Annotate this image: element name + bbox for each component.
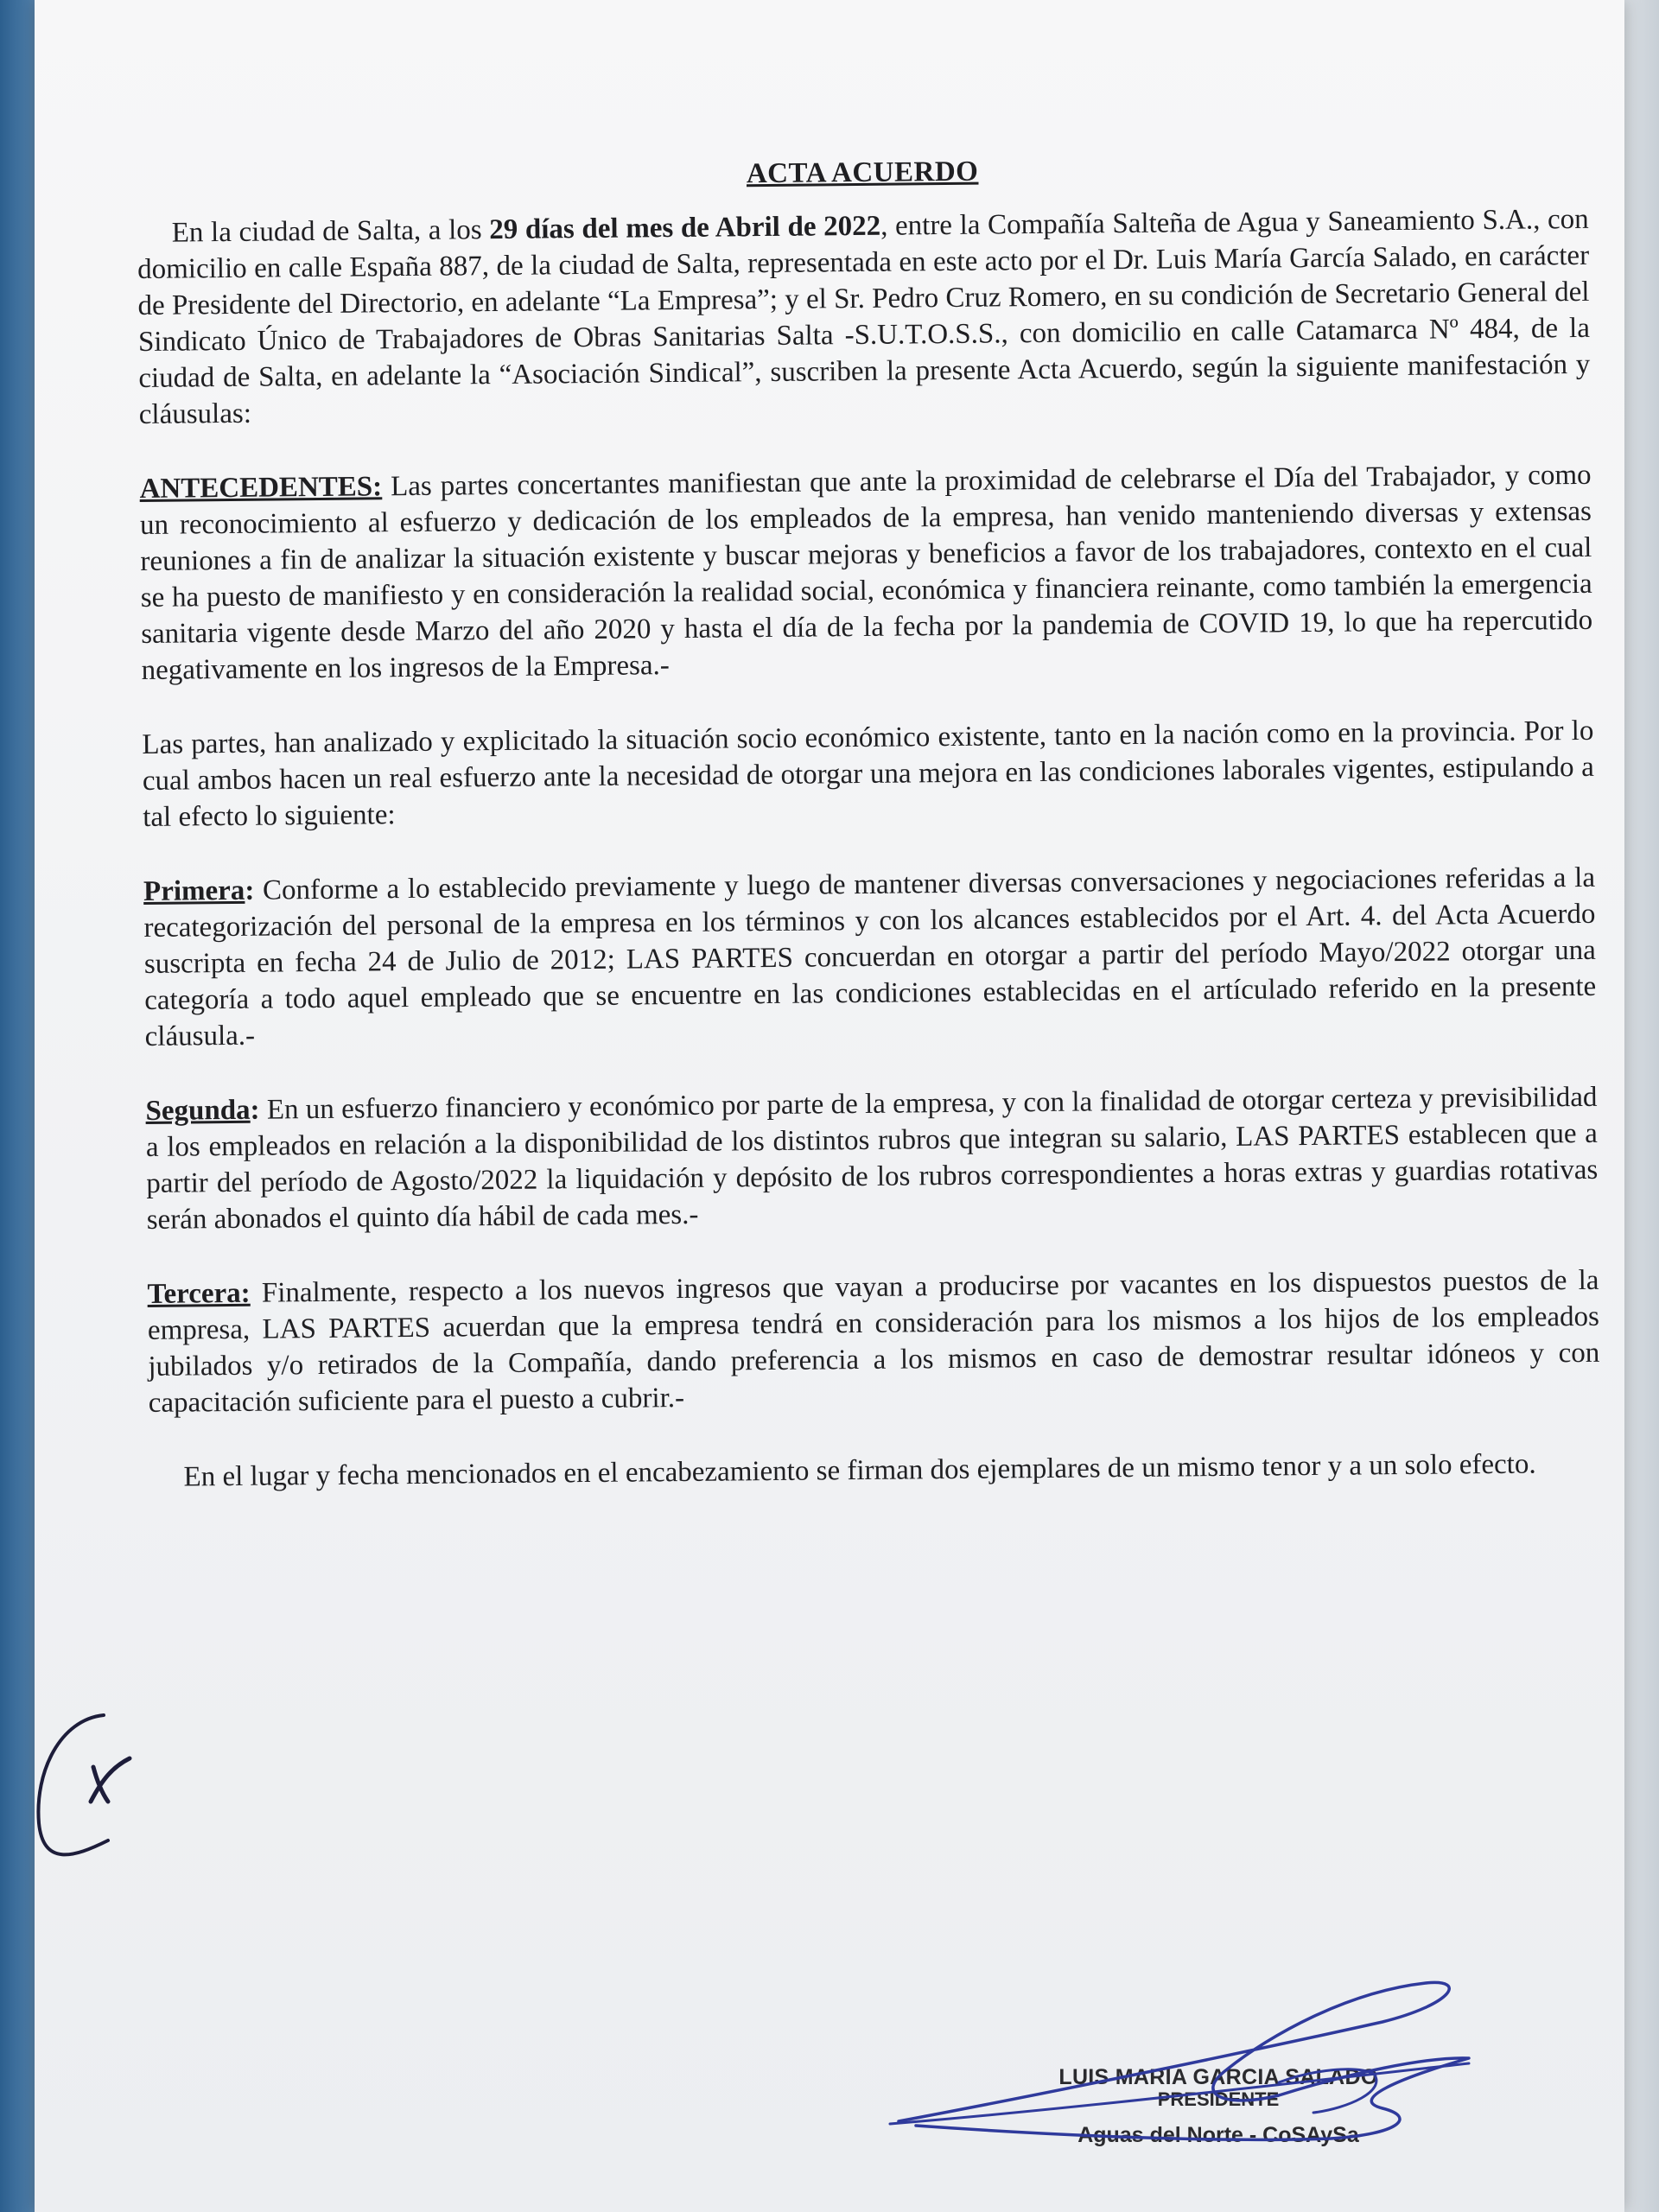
intro-date: 29 días del mes de Abril de 2022 (489, 210, 881, 246)
segunda-colon: : (250, 1094, 260, 1126)
signature-block (1037, 2065, 1400, 2148)
intro-text-2: , entre la Compañía Salteña de Agua y Saneamiento S.A., con domicilio en calle España 887, de la ciudad de Salta, representada en este acto por el Dr. Luis María García Salado, en carácter de Presidente del Directorio, en adelante “La Empresa”; y el Sr. Pedro Cruz Romero, en su condición de Secretario General del Sindicato Único de Trabajadores de Obras Sanitarias Salta -S.U.T.O.S.S., con domicilio en calle Catamarca Nº 484, de la ciudad de Salta, en adelante la “Asociación Sindical”, suscriben la presente Acta Acuerdo, según la siguiente manifestación y cláusulas: (137, 203, 1591, 430)
primera-text: Conforme a lo establecido previamente y luego de mantener diversas conversaciones y negociaciones referidas a la recategorización del personal de la empresa en los términos y con los alcances establecidos por el Art. 4. del Acta Acuerdo suscripta en fecha 24 de Julio de 2012; LAS PARTES concuerdan en otorgar a partir del período Mayo/2022 otorgar una categoría a todo aquel empleado que se encuentre en las condiciones establecidas en el artículado referido en la presente cláusula.- (143, 861, 1597, 1052)
segunda-paragraph (145, 1079, 1599, 1238)
document-title: ACTA ACUERDO (746, 156, 979, 190)
primera-colon: : (245, 874, 255, 906)
antecedentes-label: ANTECEDENTES: (139, 471, 383, 505)
intro-paragraph (137, 201, 1591, 433)
document-page (35, 0, 1624, 2212)
signer-role: PRESIDENTE (1157, 2088, 1280, 2110)
analisis-paragraph: Las partes, han analizado y explicitado la situación socio económico existente, tanto en la nación como en la provincia. Por lo cual ambos hacen un real esfuerzo ante la necesidad de otorgar una mejora en las condiciones laborales vigentes, estipulando a tal efecto lo siguiente: (142, 715, 1594, 833)
primera-label: Primera (143, 874, 245, 907)
tercera-paragraph (147, 1262, 1600, 1421)
signer-name: LUIS MARIA GARCIA SALADO (1058, 2065, 1378, 2089)
antecedentes-paragraph (139, 457, 1592, 689)
cierre-paragraph: En el lugar y fecha mencionados en el encabezamiento se firman dos ejemplares de un mismo tenor y a un solo efecto. (183, 1448, 1536, 1493)
segunda-label: Segunda (145, 1094, 251, 1127)
tercera-text: Finalmente, respecto a los nuevos ingresos que vayan a producirse por vacantes en los dispuestos puestos de la empresa, LAS PARTES acuerdan que la empresa tendrá en consideración para los mismos a los hijos de los empleados jubilados y/o retirados de la Compañía, dando preferencia a los mismos en caso de demostrar resultar idóneos y con capacitación suficiente para el puesto a cubrir.- (147, 1264, 1600, 1419)
intro-text-1: En la ciudad de Salta, a los (171, 214, 490, 249)
tercera-label: Tercera: (147, 1277, 251, 1310)
signer-organization: Aguas del Norte - CoSAySa (1077, 2123, 1359, 2147)
document-body (137, 150, 1601, 1496)
primera-paragraph (143, 860, 1597, 1055)
antecedentes-text: Las partes concertantes manifiestan que ante la proximidad de celebrarse el Día del Trabajador, y como un reconocimiento al esfuerzo y dedicación de los empleados de la empresa, han venido manteniendo diversas y extensas reuniones a fin de analizar la situación existente y buscar mejoras y beneficios a favor de los trabajadores, contexto en el cual se ha puesto de manifiesto y en consideración la realidad social, económica y financiera reinante, como también la emergencia sanitaria vigente desde Marzo del año 2020 y hasta el día de la fecha por la pandemia de COVID 19, lo que ha repercutido negativamente en los ingresos de la Empresa.- (139, 459, 1593, 686)
segunda-text: En un esfuerzo financiero y económico por parte de la empresa, y con la finalidad de otorgar certeza y previsibilidad a los empleados en relación a la disponibilidad de los distintos rubros que integran su salario, LAS PARTES establecen que a partir del período de Agosto/2022 la liquidación y depósito de los rubros correspondientes a horas extras y guardias rotativas serán abonados el quinto día hábil de cada mes.- (145, 1081, 1599, 1236)
